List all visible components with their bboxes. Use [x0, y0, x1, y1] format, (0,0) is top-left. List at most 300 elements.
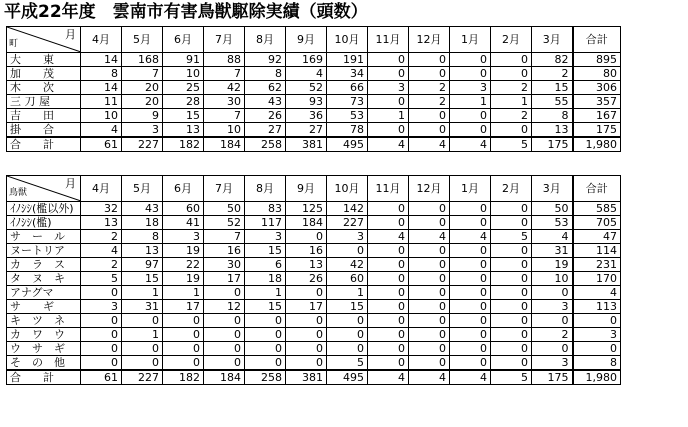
table-cell: 4 — [409, 230, 450, 244]
table-cell: 0 — [450, 123, 491, 138]
table-cell: 31 — [122, 300, 163, 314]
table-cell: 0 — [491, 123, 532, 138]
table-cell: 167 — [573, 109, 621, 123]
table-cell: 0 — [368, 95, 409, 109]
table-cell: 4 — [368, 137, 409, 152]
table-cell: 6 — [245, 258, 286, 272]
table-cell: 13 — [163, 123, 204, 138]
table-cell: 0 — [368, 314, 409, 328]
table-cell: 2 — [532, 67, 573, 81]
page-title: 平成22年度 雲南市有害鳥獣駆除実績（頭数） — [4, 2, 368, 22]
column-header: 12月 — [409, 27, 450, 53]
table-cell: 93 — [286, 95, 327, 109]
table-cell: 82 — [532, 53, 573, 67]
table-cell: 4 — [81, 123, 122, 138]
table-cell: 2 — [491, 81, 532, 95]
table-row — [7, 272, 621, 286]
table-cell: 30 — [204, 95, 245, 109]
table-cell: 125 — [286, 202, 327, 216]
table-cell: 13 — [81, 216, 122, 230]
table-cell: 0 — [450, 216, 491, 230]
table-cell: 3 — [327, 230, 368, 244]
table-cell: 169 — [286, 53, 327, 67]
table-cell: 1 — [368, 109, 409, 123]
table-cell: 8 — [532, 109, 573, 123]
table-cell: 60 — [163, 202, 204, 216]
table-row — [7, 216, 621, 230]
table-cell: 0 — [409, 67, 450, 81]
table-cell: 14 — [81, 53, 122, 67]
table-cell: 0 — [409, 202, 450, 216]
corner-cell — [7, 176, 81, 202]
table-cell: 0 — [368, 342, 409, 356]
table-row — [7, 230, 621, 244]
table-cell: 0 — [368, 202, 409, 216]
table-cell: 705 — [573, 216, 621, 230]
table-cell: 0 — [491, 286, 532, 300]
table-cell: 17 — [163, 300, 204, 314]
table-cell: 17 — [204, 272, 245, 286]
table-cell: 0 — [491, 67, 532, 81]
table-cell: 0 — [368, 216, 409, 230]
table-cell: 28 — [163, 95, 204, 109]
table-cell: 7 — [204, 109, 245, 123]
table-row — [7, 300, 621, 314]
column-header: 10月 — [327, 27, 368, 53]
table-cell: 258 — [245, 370, 286, 385]
species-name: カ ラ ス — [7, 258, 81, 272]
species-name: ヌートリア — [7, 244, 81, 258]
table-cell: 227 — [122, 137, 163, 152]
table-cell: 62 — [245, 81, 286, 95]
town-name: 掛 合 — [7, 123, 81, 138]
corner-row-label: 町 — [9, 39, 19, 49]
column-header: 6月 — [163, 27, 204, 53]
species-name: タ ヌ キ — [7, 272, 81, 286]
table-cell: 0 — [450, 342, 491, 356]
table-cell: 117 — [245, 216, 286, 230]
town-name: 木 次 — [7, 81, 81, 95]
town-table — [6, 26, 621, 152]
column-header: 3月 — [532, 27, 573, 53]
table-cell: 10 — [204, 123, 245, 138]
table-cell: 0 — [491, 272, 532, 286]
table-cell: 3 — [532, 356, 573, 371]
table-cell: 80 — [573, 67, 621, 81]
table-cell: 4 — [286, 67, 327, 81]
table-cell: 227 — [122, 370, 163, 385]
corner-month-label: 月 — [65, 177, 76, 190]
table-cell: 0 — [286, 230, 327, 244]
table-cell: 20 — [122, 81, 163, 95]
column-header: 3月 — [532, 176, 573, 202]
species-name: キ ツ ネ — [7, 314, 81, 328]
total-row — [7, 137, 621, 152]
table-cell: 0 — [409, 286, 450, 300]
table-cell: 4 — [450, 230, 491, 244]
table-cell: 0 — [204, 342, 245, 356]
table-cell: 52 — [204, 216, 245, 230]
species-name: サ ー ル — [7, 230, 81, 244]
table-cell: 0 — [81, 328, 122, 342]
table-cell: 0 — [491, 314, 532, 328]
table-cell: 97 — [122, 258, 163, 272]
table-cell: 13 — [532, 123, 573, 138]
table-cell: 5 — [491, 370, 532, 385]
table-cell: 5 — [491, 230, 532, 244]
table-cell: 10 — [81, 109, 122, 123]
column-header: 5月 — [122, 27, 163, 53]
column-header: 6月 — [163, 176, 204, 202]
table-cell: 0 — [573, 314, 621, 328]
table-cell: 15 — [532, 81, 573, 95]
table-cell: 495 — [327, 370, 368, 385]
column-header: 8月 — [245, 27, 286, 53]
table-cell: 0 — [163, 342, 204, 356]
table-cell: 18 — [122, 216, 163, 230]
table-cell: 0 — [204, 328, 245, 342]
table-cell: 53 — [327, 109, 368, 123]
table-cell: 182 — [163, 370, 204, 385]
table-cell: 2 — [491, 109, 532, 123]
table-cell: 184 — [286, 216, 327, 230]
table-cell: 5 — [81, 272, 122, 286]
table-cell: 0 — [368, 328, 409, 342]
table-cell: 50 — [532, 202, 573, 216]
table-cell: 3 — [368, 81, 409, 95]
corner-cell — [7, 27, 81, 53]
table-row — [7, 109, 621, 123]
table-cell: 2 — [81, 230, 122, 244]
table-cell: 0 — [122, 356, 163, 371]
species-name: ｲﾉｼｼ(檻以外) — [7, 202, 81, 216]
table-cell: 25 — [163, 81, 204, 95]
table-cell: 0 — [368, 300, 409, 314]
table-cell: 8 — [81, 67, 122, 81]
table-cell: 0 — [491, 202, 532, 216]
table-cell: 0 — [245, 356, 286, 371]
table-cell: 0 — [327, 244, 368, 258]
table-row — [7, 95, 621, 109]
table-cell: 1 — [122, 286, 163, 300]
table-cell: 0 — [368, 53, 409, 67]
table-cell: 1,980 — [573, 370, 621, 385]
table-cell: 1 — [327, 286, 368, 300]
table-cell: 3 — [532, 300, 573, 314]
table-cell: 168 — [122, 53, 163, 67]
table-cell: 0 — [491, 342, 532, 356]
table-cell: 0 — [368, 272, 409, 286]
table-row — [7, 123, 621, 138]
table-cell: 10 — [163, 67, 204, 81]
table-cell: 175 — [532, 137, 573, 152]
table-cell: 43 — [122, 202, 163, 216]
table-cell: 0 — [163, 328, 204, 342]
table-cell: 3 — [163, 230, 204, 244]
table-cell: 0 — [409, 216, 450, 230]
table-cell: 0 — [368, 67, 409, 81]
table-cell: 0 — [450, 356, 491, 371]
table-cell: 1,980 — [573, 137, 621, 152]
table-cell: 13 — [286, 258, 327, 272]
table-cell: 0 — [245, 328, 286, 342]
table-cell: 184 — [204, 370, 245, 385]
table-cell: 20 — [122, 95, 163, 109]
table-cell: 0 — [245, 342, 286, 356]
table-row — [7, 202, 621, 216]
table-row — [7, 244, 621, 258]
table-cell: 227 — [327, 216, 368, 230]
table-cell: 184 — [204, 137, 245, 152]
table-cell: 0 — [327, 328, 368, 342]
table-cell: 170 — [573, 272, 621, 286]
table-cell: 357 — [573, 95, 621, 109]
table-cell: 0 — [491, 216, 532, 230]
table-cell: 4 — [368, 230, 409, 244]
table-cell: 381 — [286, 370, 327, 385]
table-cell: 4 — [450, 370, 491, 385]
table-cell: 10 — [532, 272, 573, 286]
table-cell: 22 — [163, 258, 204, 272]
town-name: 三 刀 屋 — [7, 95, 81, 109]
table-cell: 5 — [491, 137, 532, 152]
table-cell: 61 — [81, 137, 122, 152]
table-cell: 0 — [532, 286, 573, 300]
town-name: 大 東 — [7, 53, 81, 67]
species-name: サ ギ — [7, 300, 81, 314]
table-cell: 142 — [327, 202, 368, 216]
table-cell: 4 — [81, 244, 122, 258]
table-cell: 175 — [532, 370, 573, 385]
species-table — [6, 175, 621, 385]
table-cell: 3 — [81, 300, 122, 314]
table-row — [7, 53, 621, 67]
table-cell: 13 — [122, 244, 163, 258]
column-header: 1月 — [450, 176, 491, 202]
total-row — [7, 370, 621, 385]
column-header: 2月 — [491, 27, 532, 53]
table-cell: 182 — [163, 137, 204, 152]
table-cell: 1 — [245, 286, 286, 300]
table-cell: 17 — [286, 300, 327, 314]
table-cell: 0 — [491, 258, 532, 272]
table-row — [7, 67, 621, 81]
table-cell: 61 — [81, 370, 122, 385]
table-cell: 73 — [327, 95, 368, 109]
table-cell: 306 — [573, 81, 621, 95]
column-header: 4月 — [81, 27, 122, 53]
table-cell: 0 — [450, 258, 491, 272]
table-cell: 0 — [327, 314, 368, 328]
table-cell: 78 — [327, 123, 368, 138]
table-cell: 0 — [450, 67, 491, 81]
table-cell: 0 — [450, 328, 491, 342]
column-header: 10月 — [327, 176, 368, 202]
table-cell: 27 — [245, 123, 286, 138]
species-name: そ の 他 — [7, 356, 81, 371]
table-cell: 0 — [573, 342, 621, 356]
table-cell: 0 — [450, 53, 491, 67]
column-header: 12月 — [409, 176, 450, 202]
species-name: カ ワ ウ — [7, 328, 81, 342]
table-cell: 36 — [286, 109, 327, 123]
table-cell: 43 — [245, 95, 286, 109]
table-cell: 0 — [532, 314, 573, 328]
table-cell: 0 — [532, 342, 573, 356]
column-header: 9月 — [286, 27, 327, 53]
species-name: ウ サ ギ — [7, 342, 81, 356]
table-cell: 585 — [573, 202, 621, 216]
corner-month-label: 月 — [65, 28, 76, 41]
table-cell: 0 — [204, 286, 245, 300]
species-name: アナグマ — [7, 286, 81, 300]
table-cell: 16 — [204, 244, 245, 258]
table-cell: 4 — [532, 230, 573, 244]
table-row — [7, 342, 621, 356]
column-header: 合計 — [573, 27, 621, 53]
table-cell: 0 — [163, 314, 204, 328]
table-cell: 2 — [81, 258, 122, 272]
table-cell: 1 — [122, 328, 163, 342]
column-header: 8月 — [245, 176, 286, 202]
table-cell: 113 — [573, 300, 621, 314]
table-cell: 4 — [368, 370, 409, 385]
table-cell: 1 — [491, 95, 532, 109]
table-cell: 7 — [204, 67, 245, 81]
table-cell: 42 — [204, 81, 245, 95]
table-cell: 8 — [245, 67, 286, 81]
table-cell: 42 — [327, 258, 368, 272]
table-cell: 19 — [163, 272, 204, 286]
table-cell: 0 — [409, 314, 450, 328]
table-cell: 47 — [573, 230, 621, 244]
table-cell: 0 — [409, 53, 450, 67]
table-cell: 19 — [532, 258, 573, 272]
table-row — [7, 314, 621, 328]
table-cell: 52 — [286, 81, 327, 95]
table-row — [7, 286, 621, 300]
table-cell: 3 — [573, 328, 621, 342]
table-cell: 231 — [573, 258, 621, 272]
table-cell: 3 — [122, 123, 163, 138]
table-cell: 0 — [122, 342, 163, 356]
table-cell: 30 — [204, 258, 245, 272]
table-cell: 0 — [368, 258, 409, 272]
table-cell: 0 — [81, 314, 122, 328]
town-name: 吉 田 — [7, 109, 81, 123]
column-header: 1月 — [450, 27, 491, 53]
total-label: 合 計 — [7, 370, 81, 385]
table-cell: 1 — [450, 95, 491, 109]
column-header: 11月 — [368, 176, 409, 202]
table-cell: 34 — [327, 67, 368, 81]
table-cell: 0 — [450, 109, 491, 123]
table-cell: 91 — [163, 53, 204, 67]
table-cell: 4 — [409, 370, 450, 385]
table-cell: 0 — [450, 314, 491, 328]
table-cell: 15 — [163, 109, 204, 123]
table-cell: 60 — [327, 272, 368, 286]
table-cell: 0 — [409, 272, 450, 286]
table-row — [7, 81, 621, 95]
table-cell: 0 — [286, 356, 327, 371]
species-name: ｲﾉｼｼ(檻) — [7, 216, 81, 230]
table-cell: 16 — [286, 244, 327, 258]
column-header: 4月 — [81, 176, 122, 202]
table-cell: 0 — [286, 314, 327, 328]
table-cell: 0 — [286, 328, 327, 342]
table-cell: 66 — [327, 81, 368, 95]
table-cell: 8 — [122, 230, 163, 244]
table-cell: 0 — [327, 342, 368, 356]
table-cell: 0 — [409, 356, 450, 371]
table-cell: 15 — [245, 244, 286, 258]
table-cell: 27 — [286, 123, 327, 138]
table-row — [7, 356, 621, 371]
table-cell: 9 — [122, 109, 163, 123]
table-cell: 2 — [409, 95, 450, 109]
table-cell: 2 — [532, 328, 573, 342]
table-cell: 83 — [245, 202, 286, 216]
table-cell: 0 — [409, 109, 450, 123]
table-cell: 3 — [450, 81, 491, 95]
table-cell: 15 — [245, 300, 286, 314]
table-cell: 191 — [327, 53, 368, 67]
table-cell: 88 — [204, 53, 245, 67]
table-row — [7, 328, 621, 342]
table-cell: 0 — [491, 244, 532, 258]
total-label: 合 計 — [7, 137, 81, 152]
table-cell: 0 — [450, 244, 491, 258]
table-cell: 114 — [573, 244, 621, 258]
table-cell: 31 — [532, 244, 573, 258]
table-cell: 15 — [122, 272, 163, 286]
table-cell: 0 — [81, 286, 122, 300]
table-cell: 0 — [81, 356, 122, 371]
table-cell: 381 — [286, 137, 327, 152]
table-cell: 53 — [532, 216, 573, 230]
table-cell: 0 — [409, 244, 450, 258]
table-cell: 5 — [327, 356, 368, 371]
table-cell: 26 — [286, 272, 327, 286]
table-cell: 0 — [409, 328, 450, 342]
column-header: 2月 — [491, 176, 532, 202]
table-cell: 0 — [409, 123, 450, 138]
table-cell: 4 — [573, 286, 621, 300]
table-cell: 41 — [163, 216, 204, 230]
table-cell: 32 — [81, 202, 122, 216]
table-cell: 1 — [163, 286, 204, 300]
column-header: 5月 — [122, 176, 163, 202]
table-cell: 7 — [204, 230, 245, 244]
table-cell: 19 — [163, 244, 204, 258]
column-header: 合計 — [573, 176, 621, 202]
table-cell: 0 — [286, 286, 327, 300]
table-cell: 0 — [245, 314, 286, 328]
table-cell: 12 — [204, 300, 245, 314]
table-cell: 495 — [327, 137, 368, 152]
table-cell: 0 — [204, 356, 245, 371]
table-cell: 0 — [163, 356, 204, 371]
column-header: 11月 — [368, 27, 409, 53]
table-cell: 15 — [327, 300, 368, 314]
table-cell: 175 — [573, 123, 621, 138]
table-cell: 3 — [245, 230, 286, 244]
column-header: 9月 — [286, 176, 327, 202]
table-cell: 0 — [491, 356, 532, 371]
table-cell: 0 — [450, 300, 491, 314]
town-name: 加 茂 — [7, 67, 81, 81]
